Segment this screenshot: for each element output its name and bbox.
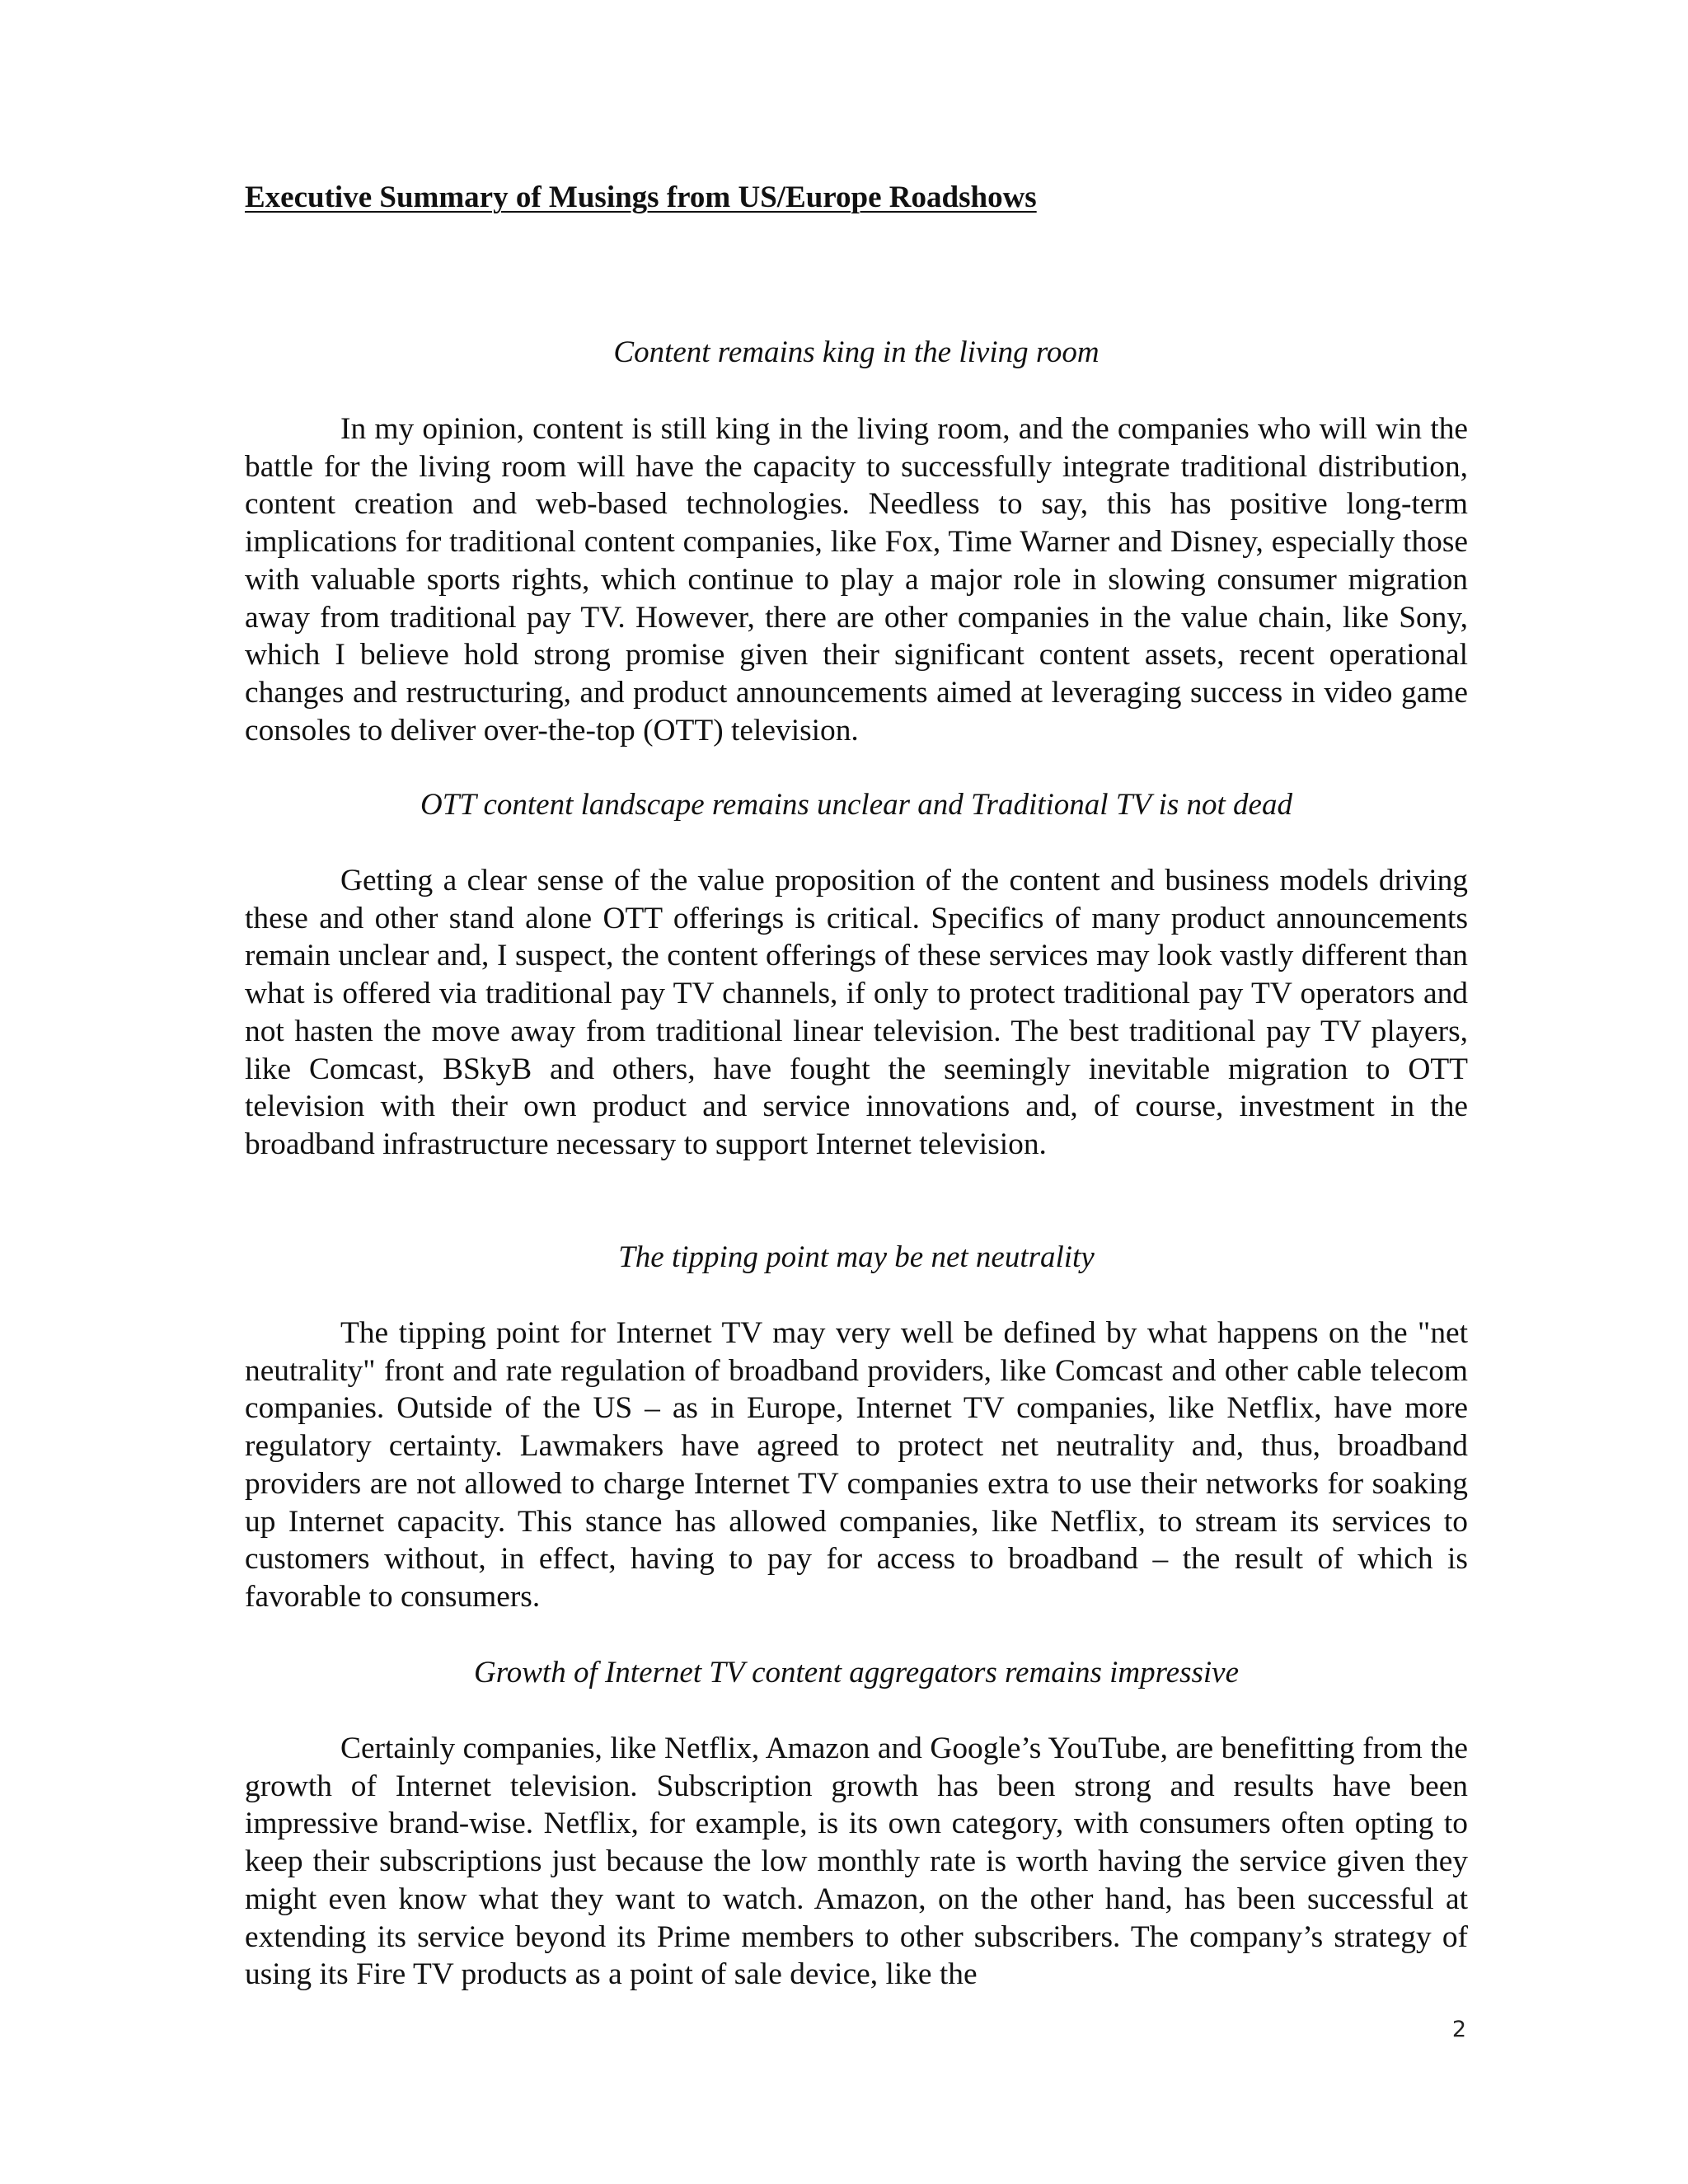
page-number: 2 [1451,2017,1466,2042]
section-body-aggregators: Certainly companies, like Netflix, Amazon and Google’s YouTube, are benefitting from the growth of Internet television. Subscription growth has been strong and results have been impressive brand-wise. Netflix, for example, is its own category, with consumers often opting to keep their subscriptions just because the low monthly rate is worth having the service given they might even know what they want to watch. Amazon, on the other hand, has been successful at extending its service beyond its Prime members to other subscribers. The company’s strategy of using its Fire TV products as a point of sale device, like the [245,1732,1468,1992]
section-body-ott-landscape: Getting a clear sense of the value proposition of the content and business models driving these and other stand alone OTT offerings is critical. Specifics of many product announcements remain unclear and, I suspect, the content offerings of these services may look vastly different than what is offered via traditional pay TV channels, if only to protect traditional pay TV operators and not hasten the move away from traditional linear television. The best traditional pay TV players, like Comcast, BSkyB and others, have fought the seemingly inevitable migration to OTT television with their own product and service innovations and, of course, investment in the broadband infrastructure necessary to support Internet television. [245,864,1468,1161]
section-body-content-king: In my opinion, content is still king in the living room, and the companies who will win the battle for the living room will have the capacity to successfully integrate traditional distribution, content creation and web-based technologies. Needless to say, this has positive long-term implications for traditional content companies, like Fox, Time Warner and Disney, especially those with valuable sports rights, which continue to play a major role in slowing consumer migration away from traditional pay TV. However, there are other companies in the value chain, like Sony, which I believe hold strong promise given their significant content assets, recent operational changes and restructuring, and product announcements aimed at leveraging success in video game consoles to deliver over-the-top (OTT) television. [245,412,1468,748]
section-heading-net-neutrality: The tipping point may be net neutrality [618,1240,1095,1274]
document-title: Executive Summary of Musings from US/Europe Roadshows [245,180,1037,214]
section-body-net-neutrality: The tipping point for Internet TV may very well be defined by what happens on the "net neutrality" front and rate regulation of broadband providers, like Comcast and other cable telecom companies. Outside of the US – as in Europe, Internet TV companies, like Netflix, have more regulatory certainty. Lawmakers have agreed to protect net neutrality and, thus, broadband providers are not allowed to charge Internet TV companies extra to use their networks for soaking up Internet capacity. This stance has allowed companies, like Netflix, to stream its services to customers without, in effect, having to pay for access to broadband – the result of which is favorable to consumers. [245,1316,1468,1614]
section-heading-ott-landscape: OTT content landscape remains unclear and Traditional TV is not dead [420,788,1292,822]
section-heading-aggregators: Growth of Internet TV content aggregators remains impressive [473,1656,1240,1690]
section-heading-content-king: Content remains king in the living room [613,335,1100,369]
